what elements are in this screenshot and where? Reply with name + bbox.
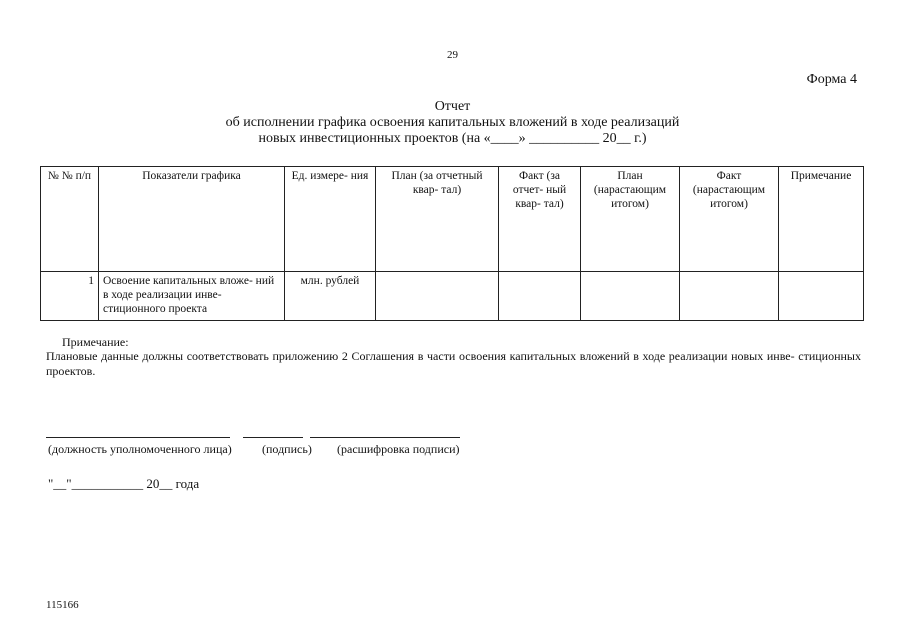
schedule-table [40, 166, 864, 321]
row-plan-cumulative [581, 272, 680, 321]
row-fact-cumulative [680, 272, 779, 321]
header-fact-cumulative: Факт (нарастающим итогом) [680, 167, 779, 272]
table-header-row [41, 167, 864, 272]
row-note [779, 272, 864, 321]
note-text: Плановые данные должны соответствовать приложению 2 Соглашения в части освоения капитальных вложений в ходе реализации новых инве- стиционных проектов. [46, 349, 861, 378]
row-unit: млн. рублей [285, 272, 376, 321]
position-caption: (должность уполномоченного лица) [48, 442, 232, 456]
report-subtitle-line-2: новых инвестиционных проектов (на «____» __________ 20__ г.) [258, 131, 647, 146]
position-signature-line [46, 437, 230, 438]
header-plan-cumulative: План (нарастающим итогом) [581, 167, 680, 272]
header-unit: Ед. измере- ния [285, 167, 376, 272]
row-number: 1 [41, 272, 99, 321]
signature-line [243, 437, 303, 438]
document-code: 115166 [46, 599, 79, 611]
form-label: Форма 4 [806, 72, 857, 87]
header-note: Примечание [779, 167, 864, 272]
decryption-caption: (расшифровка подписи) [337, 442, 460, 456]
header-fact-quarter: Факт (за отчет- ный квар- тал) [499, 167, 581, 272]
report-subtitle-line-1: об исполнении графика освоения капитальных вложений в ходе реализаций [225, 115, 680, 130]
header-plan-quarter: План (за отчетный квар- тал) [376, 167, 499, 272]
header-indicator: Показатели графика [99, 167, 285, 272]
signature-decryption-line [310, 437, 460, 438]
row-indicator: Освоение капитальных вложе- ний в ходе реализации инве- стиционного проекта [99, 272, 285, 321]
table-row [41, 272, 864, 321]
row-fact-quarter [499, 272, 581, 321]
report-title: Отчет [434, 99, 471, 114]
page-number: 29 [447, 49, 458, 61]
date-line: "__"___________ 20__ года [48, 476, 200, 491]
signature-caption: (подпись) [262, 442, 312, 456]
note-heading: Примечание: [62, 335, 129, 349]
header-number: № № п/п [41, 167, 99, 272]
row-plan-quarter [376, 272, 499, 321]
